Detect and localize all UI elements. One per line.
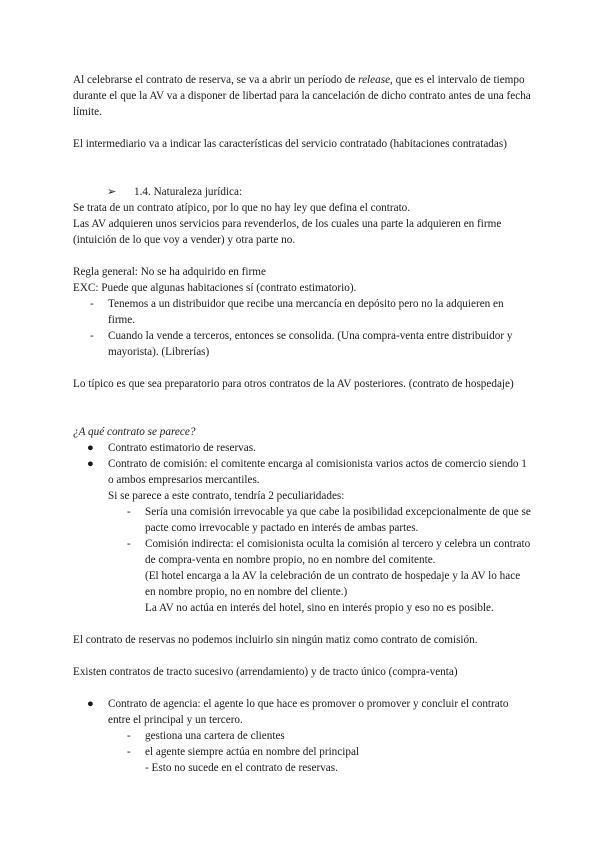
dash-marker: - [90, 298, 94, 310]
list-item: ● Contrato de agencia: el agente lo que hace es promover o promover y concluir el contrato entre el principal y un tercero. [87, 698, 509, 726]
list-item: - Tenemos a un distribuidor que recibe una mercancía en depósito pero no la adquieren en firme. [90, 298, 504, 326]
paragraph-exception: EXC: Puede que algunas habitaciones sí (contrato estimatorio). [73, 282, 357, 294]
paragraph-atypical: Se trata de un contrato atípico, por lo que no hay ley que defina el contrato. [73, 202, 411, 214]
paragraph-general-rule: Regla general: No se ha adquirido en firme [73, 266, 266, 278]
sub-list-example: (El hotel encarga a la AV la celebración de un contrato de hospedaje y la AV lo hace en nombre propio, no en nombre del cliente.) [145, 570, 521, 598]
dash-marker: - [90, 330, 94, 342]
paragraph-commission: El contrato de reservas no podemos incluirlo sin ningún matiz como contrato de comisión. [73, 634, 478, 646]
dash-list-distributor [73, 296, 533, 360]
bullet-note: Si se parece a este contrato, tendría 2 peculiaridades: [108, 490, 345, 502]
paragraph-intermediary: El intermediario va a indicar las características del servicio contratado (habitaciones contratadas) [73, 138, 507, 150]
sub-list-item: - Sería una comisión irrevocable ya que cabe la posibilidad excepcionalmente de que se pacte como irrevocable y pactado en interés de ambas partes. [127, 506, 531, 534]
sub-list-item: - el agente siempre actúa en nombre del principal [127, 746, 360, 758]
dash-marker: - [127, 730, 131, 742]
bullet-marker: ● [87, 458, 94, 470]
sub-list-item: - Comisión indirecta: el comisionista oculta la comisión al tercero y celebra un contrato de compra-venta en nombre propio, no en nombre del comitente. [127, 538, 531, 566]
list-item: ● Contrato estimatorio de reservas. [87, 442, 256, 454]
dash-marker: - [127, 538, 131, 550]
bullet-marker: ● [87, 442, 94, 454]
sub-list-item: - gestiona una cartera de clientes [127, 730, 285, 742]
bullet-list-agency [73, 696, 533, 776]
question-heading: ¿A qué contrato se parece? [73, 426, 196, 438]
arrow-bullet-icon: ➢ [107, 186, 117, 198]
sub-list-conclusion: La AV no actúa en interés del hotel, sino en interés propio y eso no es posible. [145, 602, 494, 614]
bullet-list-similar [73, 440, 533, 616]
agency-note: - Esto no sucede en el contrato de reservas. [145, 762, 338, 774]
list-item: - Cuando la vende a terceros, entonces se consolida. (Una compra-venta entre distribuidor y mayorista). (Librerías) [90, 330, 513, 358]
paragraph-release: Al celebrarse el contrato de reserva, se va a abrir un período de release, que es el intervalo de tiempo durante el que la AV va a disponer de libertad para la cancelación de dicho contrato antes de una fecha límite. [73, 74, 531, 118]
paragraph-tract: Existen contratos de tracto sucesivo (arrendamiento) y de tracto único (compra-venta) [73, 666, 458, 678]
list-item: ● Contrato de comisión: el comitente encarga al comisionista varios actos de comercio siendo 1 o ambos empresarios mercantiles. [87, 458, 527, 486]
paragraph-resell: Las AV adquieren unos servicios para revenderlos, de los cuales una parte la adquieren en firme (intuición de lo que voy a vender) y otra parte no. [73, 218, 502, 246]
dash-marker: - [127, 746, 131, 758]
dash-marker: - [127, 506, 131, 518]
bullet-marker: ● [87, 698, 94, 710]
term-release: release [358, 74, 391, 86]
paragraph-preparatory: Lo típico es que sea preparatorio para otros contratos de la AV posteriores. (contrato de hospedaje) [73, 378, 514, 390]
section-title: 1.4. Naturaleza jurídica: [134, 186, 243, 198]
